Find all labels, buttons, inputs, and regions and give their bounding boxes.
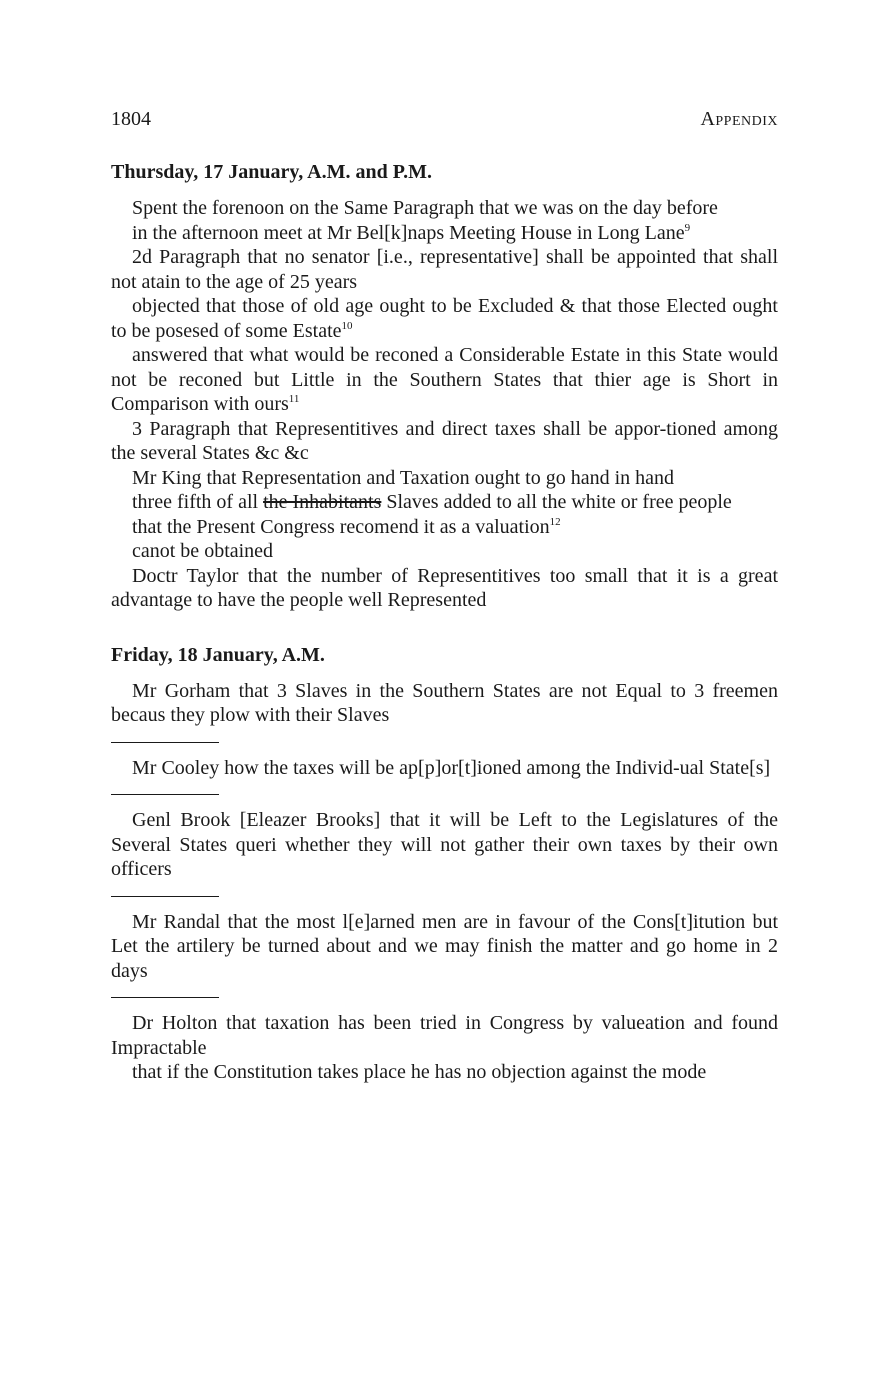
footnote-ref: 9 <box>684 221 691 234</box>
footnote-ref: 10 <box>341 319 353 332</box>
running-head <box>111 108 778 131</box>
paragraph: Dr Holton that taxation has been tried in Congress by valueation and found Impractable <box>111 1012 778 1059</box>
section-heading-friday: Friday, 18 January, A.M. <box>111 643 325 666</box>
separator-rule <box>111 742 219 743</box>
paragraph: in the afternoon meet at Mr Bel[k]naps Meeting House in Long Lane$^9$ <box>132 221 691 244</box>
paragraph: Doctr Taylor that the number of Representitives too small that it is a great advantage to have the people well Represented <box>111 564 778 611</box>
paragraph: 2d Paragraph that no senator [i.e., representative] shall be appointed that shall not atain to the age of 25 years <box>111 246 778 293</box>
paragraph: Mr Cooley how the taxes will be ap[p]or[t]ioned among the Individ-ual State[s] <box>132 756 771 779</box>
separator-rule <box>111 794 219 795</box>
paragraph: that if the Constitution takes place he has no objection against the mode <box>132 1061 707 1083</box>
paragraph: Mr King that Representation and Taxation ought to go hand in hand <box>132 466 675 489</box>
paragraph: objected that those of old age ought to be Excluded & that those Elected ought to be posesed of some Estate$^{10}$ <box>111 295 778 342</box>
paragraph: Spent the forenoon on the Same Paragraph that we was on the day before <box>132 197 718 219</box>
footnote-ref: 12 <box>549 515 561 528</box>
separator-rule <box>111 896 219 897</box>
paragraph: Genl Brook [Eleazer Brooks] that it will be Left to the Legislatures of the Several States queri whether they will not gather their own taxes by their own officers <box>111 809 778 880</box>
page-number: 1804 <box>111 108 151 130</box>
paragraph: Mr Gorham that 3 Slaves in the Southern States are not Equal to 3 freemen becaus they plow with their Slaves <box>111 679 778 726</box>
paragraph: canot be obtained <box>132 540 274 562</box>
paragraph: that the Present Congress recomend it as a valuation$^{12}$ <box>132 515 561 538</box>
section-heading-thursday: Thursday, 17 January, A.M. and P.M. <box>111 161 433 183</box>
paragraph: three fifth of all the Inhabitants Slaves added to all the white or free people <box>132 491 732 513</box>
footnote-ref: 11 <box>288 393 300 405</box>
paragraph: answered that what would be reconed a Considerable Estate in this State would not be reconed but Little in the Southern States that thier age is Short in Comparison with ours$^{11}$ <box>111 344 778 415</box>
paragraph: Mr Randal that the most l[e]arned men are in favour of the Cons[t]itution but Let the artilery be turned about and we may finish the matter and go home in 2 days <box>111 910 778 982</box>
separator-rule <box>111 997 219 998</box>
running-title: Appendix <box>700 108 778 130</box>
struck-text: the Inhabitants <box>263 491 382 513</box>
paragraph: 3 Paragraph that Representitives and direct taxes shall be appor-tioned among the several States &c &c <box>111 417 778 464</box>
page-body <box>111 158 778 1085</box>
